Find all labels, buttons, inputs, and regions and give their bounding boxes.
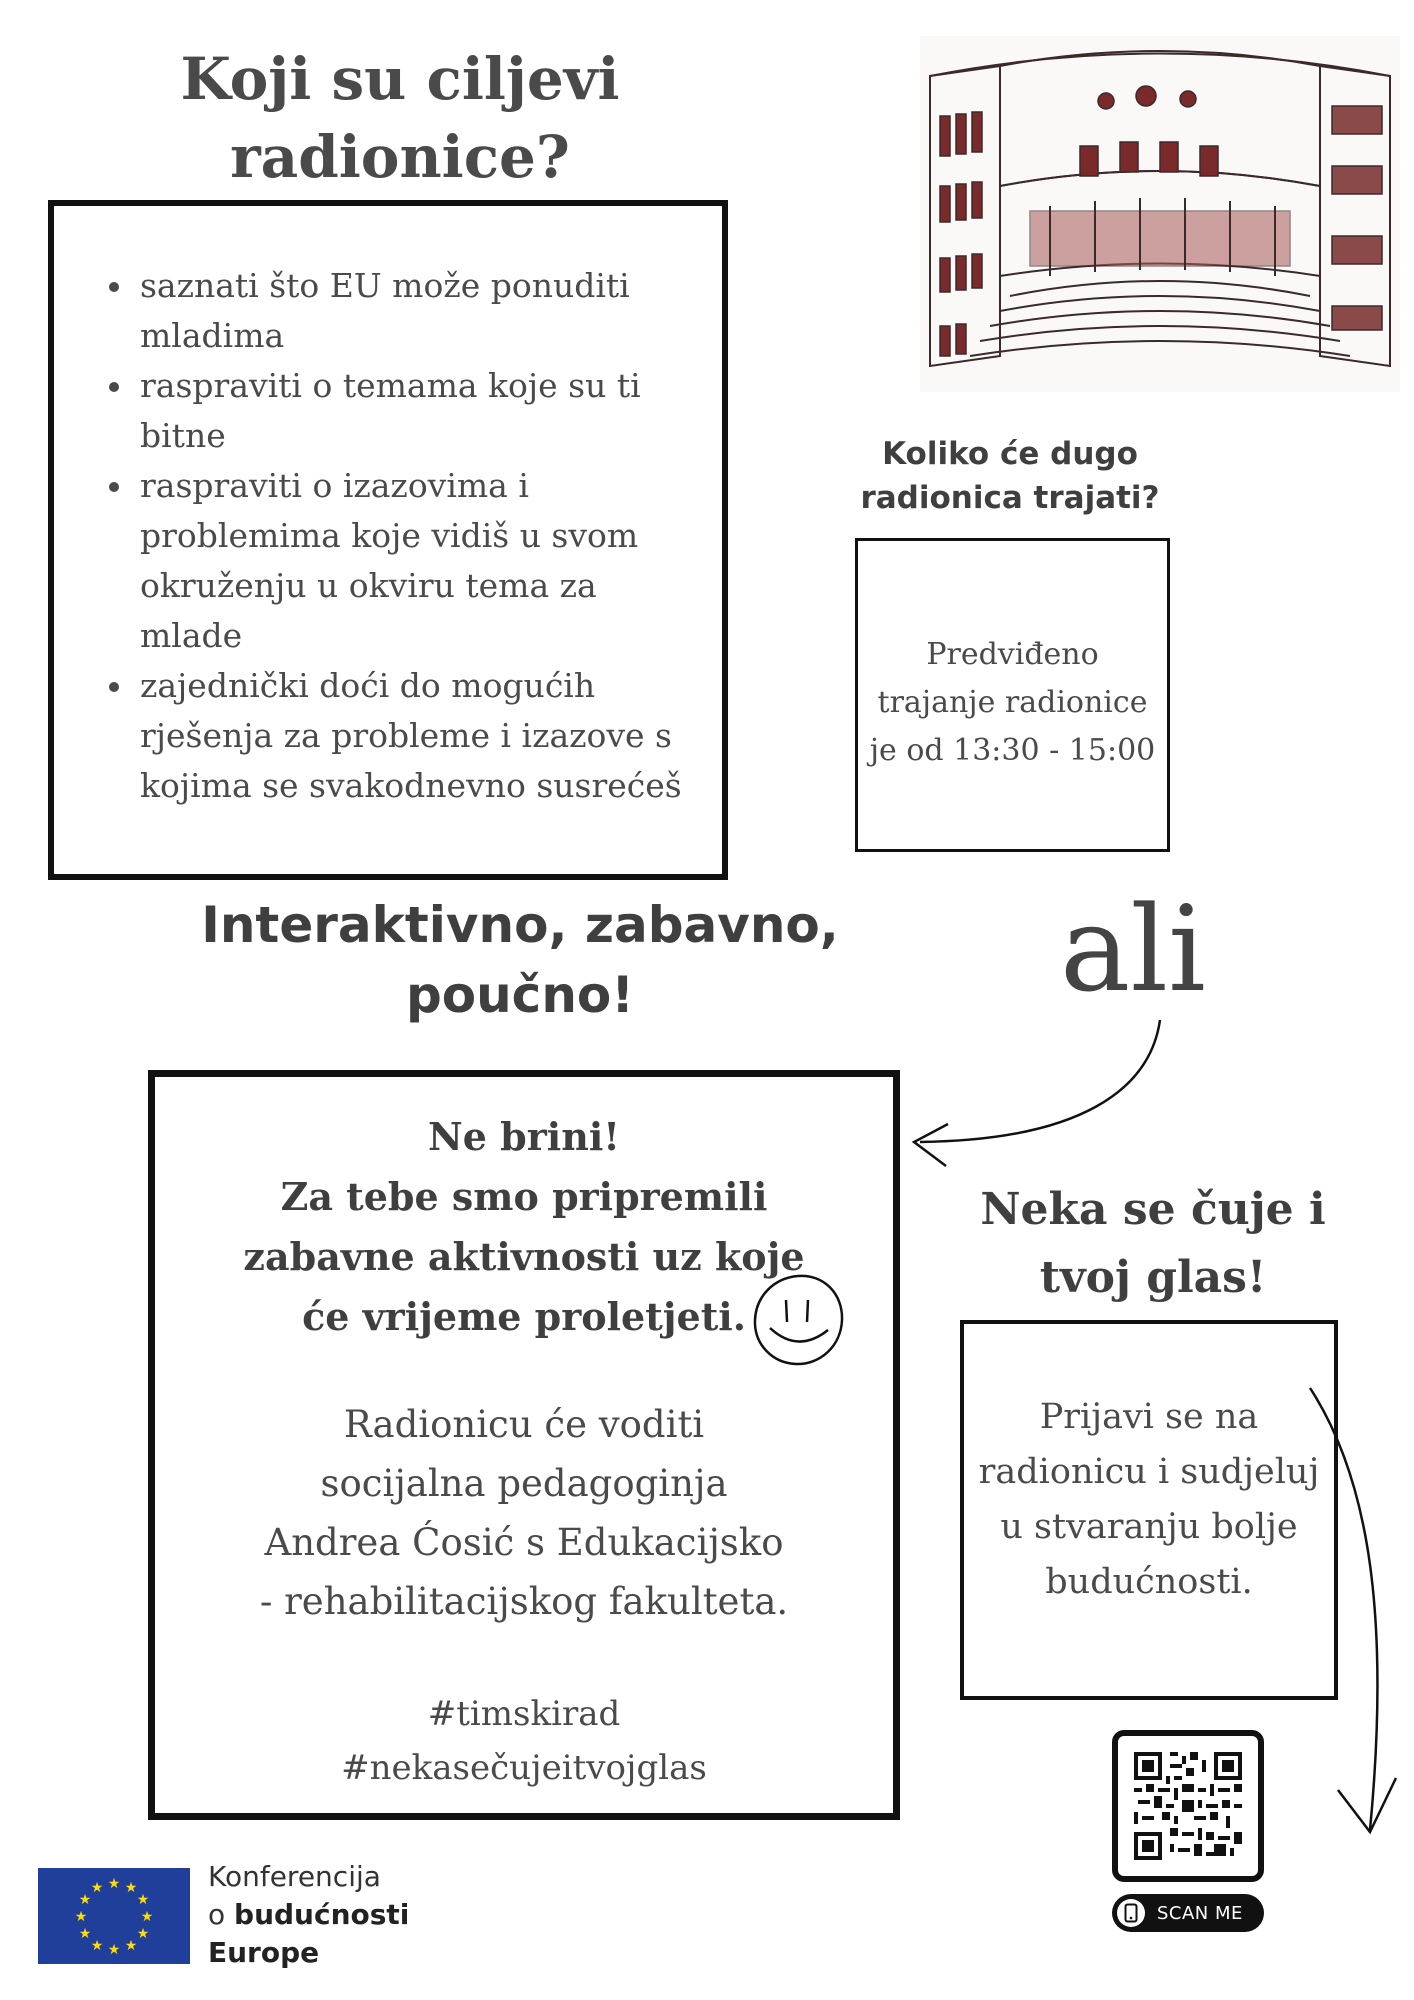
voice-title: Neka se čuje i tvoj glas! [980, 1184, 1326, 1303]
workshop-leader-text: Radionicu će voditi socijalna pedagoginja Andrea Ćosić s Edukacijsko - rehabilitacijskog fakulteta. [259, 1403, 789, 1623]
signup-text: Prijavi se na radionicu i sudjeluj u stvaranju bolje budućnosti. [978, 1397, 1320, 1602]
svg-text:★: ★ [136, 1892, 150, 1908]
signup-box [960, 1320, 1338, 1700]
duration-text: Predviđeno trajanje radionice je od 13:30 - 15:00 [869, 637, 1156, 768]
qr-code-frame[interactable] [1112, 1730, 1264, 1882]
svg-text:★: ★ [140, 1909, 154, 1925]
svg-text:★: ★ [90, 1938, 104, 1954]
interactive-heading: Interaktivno, zabavno, poučno! [201, 896, 839, 1024]
goals-box [48, 200, 728, 880]
svg-text:★: ★ [78, 1926, 92, 1942]
goals-list [54, 206, 722, 811]
workshop-box [148, 1070, 900, 1820]
scan-me-label: SCAN ME [1157, 1902, 1243, 1924]
svg-text:★: ★ [74, 1909, 88, 1925]
phone-icon [1117, 1899, 1145, 1927]
dont-worry-text: Ne brini! Za tebe smo pripremili zabavne aktivnosti uz koje će vrijeme proletjeti. [243, 1114, 805, 1339]
hashtags: #timskirad #nekasečujeitvojglas [341, 1694, 707, 1788]
qr-code[interactable] [1134, 1752, 1242, 1860]
svg-text:★: ★ [107, 1876, 121, 1892]
goals-title: Koji su ciljevi radionice? [180, 45, 620, 191]
conference-text: Konferencija o budućnosti Europe [208, 1860, 410, 1969]
smiley-icon [748, 1270, 848, 1370]
scan-me-button[interactable] [1112, 1894, 1264, 1932]
curved-arrow-icon [914, 1020, 1160, 1166]
goal-item: • zajednički doći do mogućih rješenja za probleme i izazove s kojima se svakodnevno susrećeš [136, 661, 702, 811]
svg-text:★: ★ [78, 1892, 92, 1908]
eu-flag-icon [38, 1868, 190, 1964]
svg-text:★: ★ [124, 1938, 138, 1954]
svg-text:★: ★ [136, 1926, 150, 1942]
duration-title: Koliko će dugo radionica trajati? [860, 436, 1160, 516]
building-illustration [920, 36, 1400, 392]
svg-text:★: ★ [124, 1880, 138, 1896]
svg-text:★: ★ [107, 1942, 121, 1958]
goal-item: • raspraviti o izazovima i problemima koje vidiš u svom okruženju u okviru tema za mlade [136, 461, 702, 661]
svg-text:★: ★ [90, 1880, 104, 1896]
goal-item: • raspraviti o temama koje su ti bitne [136, 361, 702, 461]
ali-word: ali [1060, 880, 1206, 1018]
goal-item: • saznati što EU može ponuditi mladima [136, 261, 702, 361]
duration-box [855, 538, 1170, 852]
